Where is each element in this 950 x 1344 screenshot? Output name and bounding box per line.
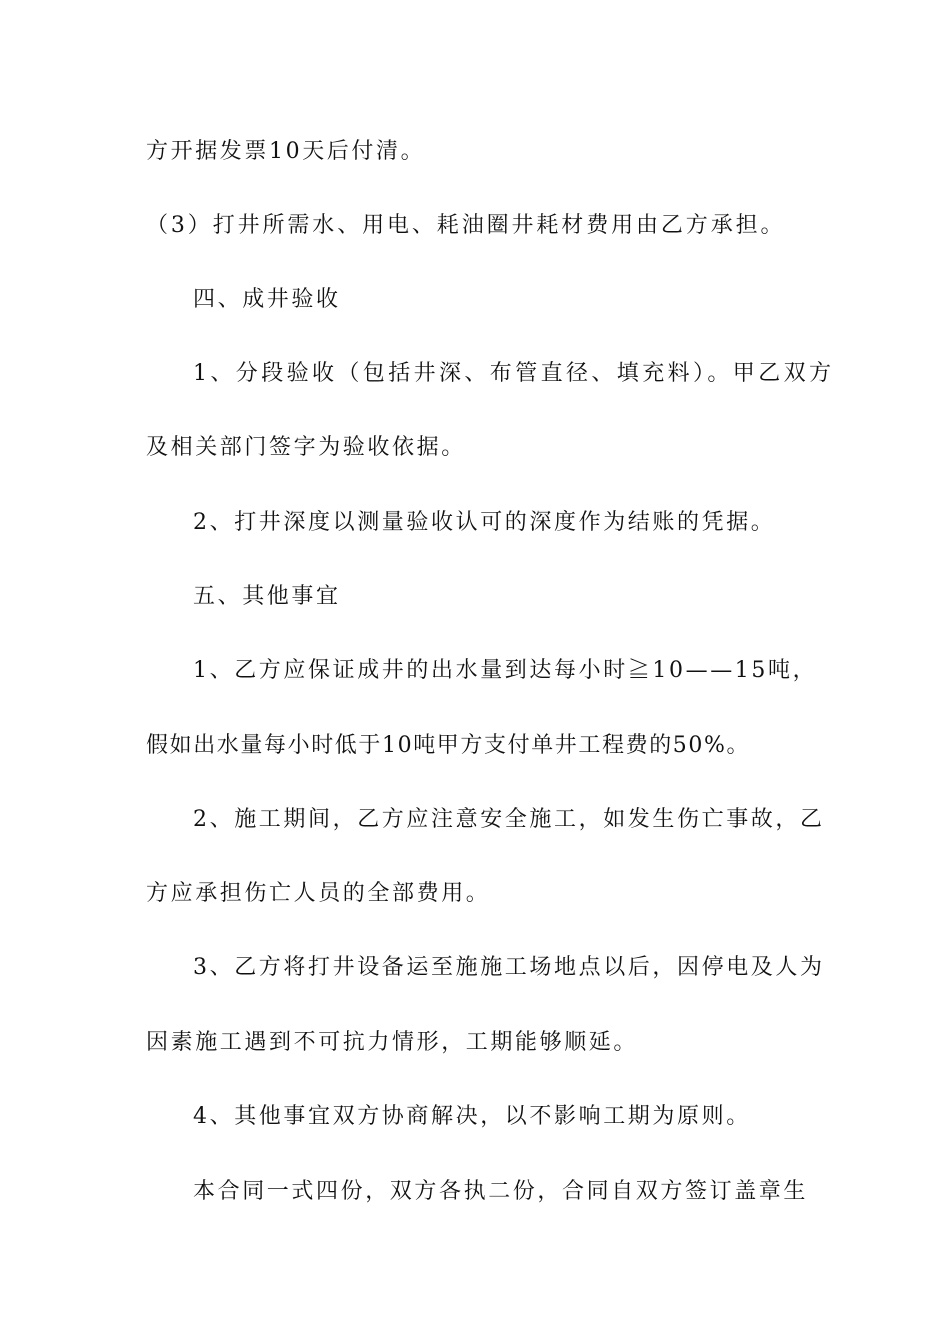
text-line-4: 1、分段验收（包括井深、布管直径、填充料）。甲乙双方 bbox=[193, 361, 835, 386]
text-line-14: 4、其他事宜双方协商解决，以不影响工期为原则。 bbox=[193, 1104, 751, 1129]
text-line-5: 及相关部门签字为验收依据。 bbox=[146, 435, 466, 460]
text-line-15: 本合同一式四份，双方各执二份，合同自双方签订盖章生 bbox=[193, 1179, 809, 1204]
text-line-1: 方开据发票10天后付清。 bbox=[146, 139, 426, 164]
text-line-6: 2、打井深度以测量验收认可的深度作为结账的凭据。 bbox=[193, 510, 776, 535]
text-line-13: 因素施工遇到不可抗力情形，工期能够顺延。 bbox=[146, 1030, 639, 1055]
section-heading-other-matters: 五、其他事宜 bbox=[193, 584, 341, 609]
text-line-9: 假如出水量每小时低于10吨甲方支付单井工程费的50%。 bbox=[146, 733, 751, 758]
text-line-2: （3）打井所需水、用电、耗油圈井耗材费用由乙方承担。 bbox=[146, 213, 786, 238]
text-line-8: 1、乙方应保证成井的出水量到达每小时≧10——15吨， bbox=[193, 658, 818, 683]
text-line-11: 方应承担伤亡人员的全部费用。 bbox=[146, 881, 491, 906]
text-line-12: 3、乙方将打井设备运至施施工场地点以后，因停电及人为 bbox=[193, 955, 825, 980]
section-heading-acceptance: 四、成井验收 bbox=[193, 287, 341, 312]
text-line-10: 2、施工期间，乙方应注意安全施工，如发生伤亡事故，乙 bbox=[193, 807, 825, 832]
